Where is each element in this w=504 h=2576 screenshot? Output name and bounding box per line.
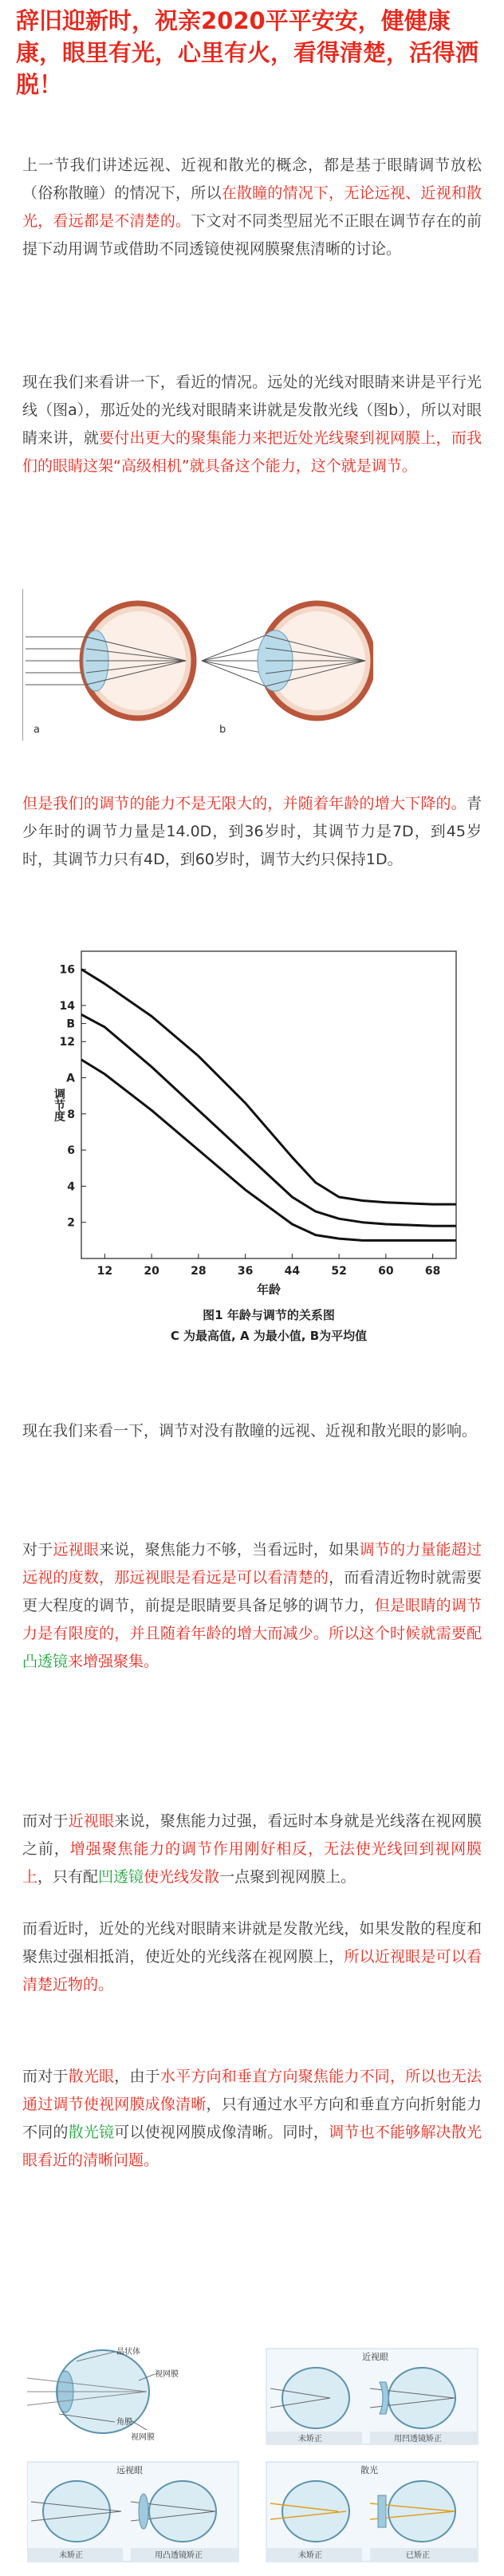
label-retina: 视网膜 xyxy=(155,2370,179,2379)
age-accommodation-chart xyxy=(48,942,478,1357)
text-segment: 下文对不同类型屈光不正眼在调节存在的前提下动用调节或借助不同透镜使视网膜聚焦清晰的讨论。 xyxy=(22,212,482,258)
series-line-C xyxy=(81,970,456,1205)
text-segment: ，而看清近物时就需要更大程度的调节，前提是眼睛要具备足够的调节力， xyxy=(22,1569,482,1614)
text-segment: ，只有通过水平方向和垂直方向折射能力不同的 xyxy=(22,2096,482,2141)
eye-focus-figure xyxy=(22,589,373,741)
text-segment: 在散瞳的情况下，无论远视、近视和散光，看远都是不清楚的。 xyxy=(22,184,482,230)
text-segment: 但是我们的调节的能力不是无限大的，并随着年龄的增大下降的。 xyxy=(22,795,467,812)
myopia-diagram xyxy=(266,2349,478,2444)
text-segment: 来增强聚集。 xyxy=(68,1653,159,1670)
text-segment: 上一节我们讲述远视、近视和散光的概念，都是基于眼睛调节放松（俗称散瞳）的情况下，所以 xyxy=(22,156,482,202)
y-tick-label: 2 xyxy=(67,1216,75,1230)
figure-label-a: a xyxy=(33,724,40,736)
x-tick-label: 44 xyxy=(284,1265,301,1278)
y-tick-label: 14 xyxy=(59,999,75,1013)
x-tick-label: 12 xyxy=(96,1265,113,1278)
label-myopia-uncorrected: 未矫正 xyxy=(298,2435,322,2444)
text-segment: 对于 xyxy=(22,1541,53,1559)
label-astig-uncorrected: 未矫正 xyxy=(298,2551,322,2560)
text-segment: 一点聚到视网膜上。 xyxy=(219,1868,356,1886)
x-axis-label: 年龄 xyxy=(256,1282,282,1297)
text-segment: 远视眼 xyxy=(53,1541,100,1559)
paragraph-myopia xyxy=(22,1808,482,1891)
eye-diagram-b xyxy=(202,603,373,736)
text-segment: 水平方向和垂直方向聚焦能力不同，所以也无法通过调节使视网膜成像清晰 xyxy=(22,2068,482,2113)
series-line-B xyxy=(81,1014,456,1226)
x-tick-label: 36 xyxy=(237,1265,254,1278)
x-tick-label: 68 xyxy=(424,1265,441,1278)
text-segment: 近视眼 xyxy=(68,1812,115,1830)
text-segment: 散光镜 xyxy=(68,2124,115,2141)
text-segment: 增强聚焦能力的调节作用刚好相反，无法使光线回到视网膜上 xyxy=(22,1840,482,1886)
label-retina-2: 视网膜 xyxy=(131,2433,155,2442)
paragraph-age-accommodation xyxy=(22,790,482,874)
text-segment: 可以使视网膜成像清晰。同时， xyxy=(114,2124,329,2141)
text-segment: 现在我们来看一下，调节对没有散瞳的远视、近视和散光眼的影响。 xyxy=(22,1422,478,1440)
x-tick-label: 60 xyxy=(378,1265,394,1278)
figure-label-b: b xyxy=(219,724,226,736)
text-segment: 而对于 xyxy=(22,2068,69,2085)
text-segment: 所以近视眼是可以看清楚近物的。 xyxy=(22,1948,482,1993)
text-segment: 青少年时的调节力量是14.0D，到36岁时，其调节力是7D，到45岁时，其调节力只有4D，到60岁时，调节大约只保持1D。 xyxy=(22,795,482,868)
paragraph-intro xyxy=(22,152,482,263)
text-segment: 凸透镜 xyxy=(22,1653,69,1670)
label-astig-corrected: 已矫正 xyxy=(406,2551,430,2560)
label-hyperopia-uncorrected: 未矫正 xyxy=(59,2551,83,2560)
label-astigmatism: 散光 xyxy=(360,2465,378,2475)
text-segment: 要付出更大的聚集能力来把近处光线聚到视网膜上，而我们的眼睛这架“高级相机”就具备这个能力，这个就是调节。 xyxy=(22,429,482,475)
text-segment: 但是眼睛的调节力是有限度的，并且随着年龄的增大而减少。所以这个时候就需要配 xyxy=(22,1597,482,1642)
label-myopia: 近视眼 xyxy=(362,2352,388,2362)
text-segment: 来说，聚焦能力不够，当看远时，如果 xyxy=(99,1541,360,1559)
text-segment: 调节也不能够解决散光眼看近的清晰问题。 xyxy=(22,2124,482,2169)
paragraph-astigmatism xyxy=(22,2063,482,2175)
greeting-title: 辞旧迎新时，祝亲2020平平安安，健健康康，眼里有光，心里有火，看得清楚，活得洒脱！ xyxy=(16,7,479,98)
text-segment: 散光眼 xyxy=(68,2068,115,2085)
paragraph-myopia-near xyxy=(22,1915,482,1999)
y-tick-label: 12 xyxy=(59,1036,75,1049)
hyperopia-diagram xyxy=(27,2462,238,2562)
text-segment: 而对于 xyxy=(22,1812,69,1830)
y-tick-label: 4 xyxy=(67,1180,75,1194)
text-segment: ，只有配 xyxy=(37,1868,99,1886)
text-segment: 而看近时，近处的光线对眼睛来讲就是发散光线，如果发散的程度和聚焦过强相抵消，使近处的光线落在视网膜上， xyxy=(22,1920,482,1966)
y-tick-label: 16 xyxy=(59,963,75,977)
y-tick-label: 6 xyxy=(67,1144,75,1158)
y-axis-label: 调节度 xyxy=(53,1088,65,1122)
text-segment: 调节的力量能超过远视的度数，那远视眼是看远是可以看清楚的 xyxy=(22,1541,482,1586)
label-lens: 晶状体 xyxy=(116,2348,140,2357)
normal-eye-diagram xyxy=(27,2346,179,2442)
y-tick-label: 8 xyxy=(67,1108,75,1121)
refraction-correction-figure xyxy=(27,2342,482,2570)
paragraph-hyperopia xyxy=(22,1536,482,1676)
x-tick-label: 28 xyxy=(191,1265,207,1278)
chart-title: 图1 年龄与调节的关系图 xyxy=(203,1308,335,1322)
text-segment: 凹透镜 xyxy=(98,1868,144,1886)
paragraph-effects xyxy=(22,1417,482,1445)
text-segment: 使光线发散 xyxy=(144,1868,220,1886)
label-cornea: 角膜 xyxy=(116,2418,132,2427)
text-segment: 来说，聚焦能力过强，看远时本身就是光线落在视网膜之前， xyxy=(22,1812,482,1858)
y-tick-label: B xyxy=(66,1017,75,1031)
eye-diagram-a xyxy=(22,589,194,741)
paragraph-near-vision xyxy=(22,369,482,480)
chart-subtitle: C 为最高值, A 为最小值, B为平均值 xyxy=(170,1329,368,1343)
y-tick-label: A xyxy=(66,1072,75,1085)
x-tick-label: 52 xyxy=(331,1265,347,1278)
x-tick-label: 20 xyxy=(144,1265,159,1278)
text-segment: ，由于 xyxy=(114,2068,160,2085)
astigmatism-diagram xyxy=(266,2462,478,2562)
series-line-A xyxy=(81,1060,456,1241)
text-segment: 现在我们来看讲一下，看近的情况。远处的光线对眼睛来讲是平行光线（图a），那近处的光线对眼睛来讲就是发散光线（图b），所以对眼睛来讲，就 xyxy=(22,373,482,447)
chart-frame xyxy=(81,951,456,1258)
label-hyperopia: 远视眼 xyxy=(116,2465,143,2475)
label-concave-corrected: 用凹透镜矫正 xyxy=(394,2435,442,2444)
label-convex-corrected: 用凸透镜矫正 xyxy=(155,2551,203,2560)
